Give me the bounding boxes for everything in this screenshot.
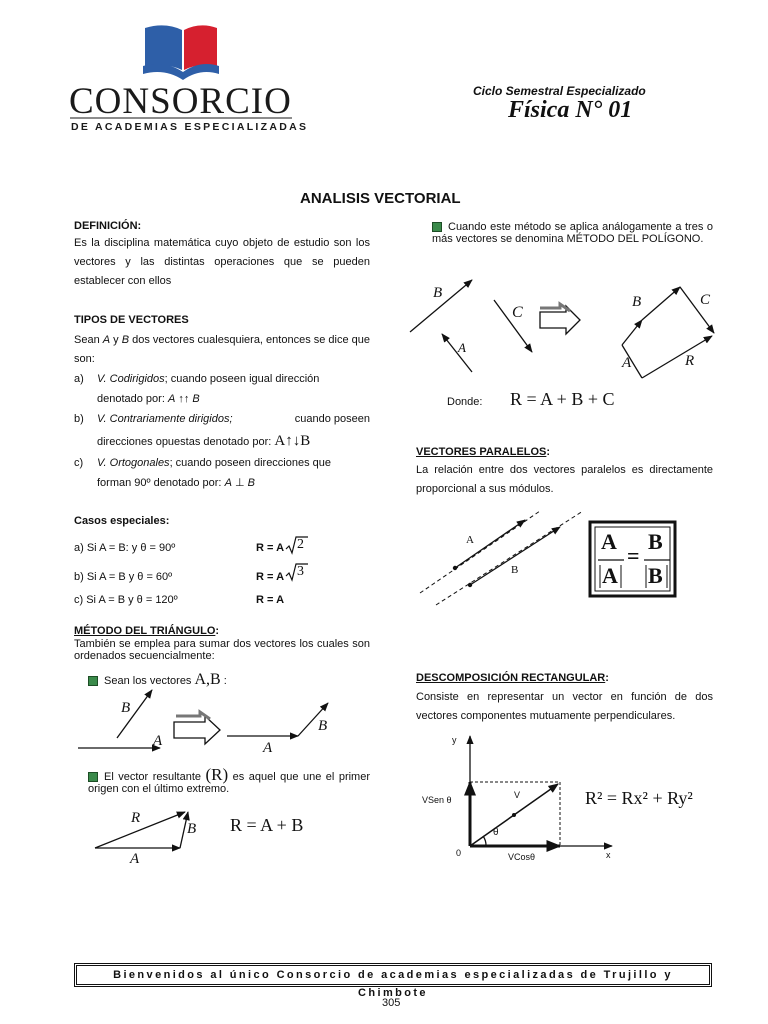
sean-vectores-symbols: A,B <box>194 671 221 688</box>
ratio-b-top: B <box>648 529 663 554</box>
polygon-method-diagram <box>410 280 714 378</box>
type-a-letter: a) <box>74 373 84 385</box>
poly-label-b2: B <box>632 294 642 310</box>
types-heading: TIPOS DE VECTORES <box>74 314 189 326</box>
bullet-icon <box>88 676 98 686</box>
cycle-label: Ciclo Semestral Especializado <box>473 84 646 98</box>
axis-origin-label: 0 <box>456 848 462 858</box>
sqrt-2-value: 2 <box>297 537 304 552</box>
type-b-denoted-text: direcciones opuestas denotado por: <box>97 436 272 448</box>
vec-a-symbol: A <box>102 334 111 346</box>
type-c-name: V. Ortogonales <box>97 457 170 469</box>
resultant-text <box>88 765 370 795</box>
tri-label-a2: A <box>263 740 273 756</box>
triangle-equation: R = A + B <box>230 815 304 835</box>
type-c-letter: c) <box>74 457 84 469</box>
poly-label-r: R <box>685 353 695 369</box>
case-b: b) Si A = B y θ = 60º <box>74 571 173 583</box>
type-b-letter: b) <box>74 413 84 425</box>
ratio-a-bottom: A <box>602 563 618 588</box>
type-a-sym-b: B <box>192 393 200 405</box>
type-a-line <box>97 373 370 385</box>
type-b-line <box>97 413 370 425</box>
polygon-equation: R = A + B + C <box>510 389 615 409</box>
decomposition-heading-colon: : <box>605 672 609 684</box>
poly-label-c2: C <box>700 292 711 308</box>
triangle-method-diagram <box>78 690 328 748</box>
special-cases-heading: Casos especiales: <box>74 515 170 527</box>
parallel-text: La relación entre dos vectores paralelos es directamente proporcional a sus módulos. <box>416 464 713 495</box>
donde-label: Donde: <box>447 396 483 408</box>
type-b-denoted: direcciones opuestas denotado por: A↑↓B <box>97 433 311 449</box>
bullet-icon <box>88 772 98 782</box>
decomposition-heading <box>416 672 609 684</box>
poly-label-a2: A <box>622 355 632 371</box>
ratio-equals: = <box>627 543 640 568</box>
case-a: a) Si A = B: y θ = 90º <box>74 542 176 554</box>
decomposition-equation: R² = Rx² + Ry² <box>585 788 693 808</box>
types-sean: Sean <box>74 334 100 346</box>
types-intro-text: dos vectores cualesquiera, entonces se dice que son: <box>74 334 371 365</box>
resultant-text-a: El vector resultante <box>104 771 201 783</box>
case-c-result: R = A <box>256 594 285 606</box>
type-a-denoted-text: denotado por: <box>97 393 165 405</box>
type-b-text: cuando poseen <box>294 413 370 425</box>
logo-brand: CONSORCIO <box>69 81 292 122</box>
case-a-result: R = A <box>256 542 285 554</box>
triangle-heading-text: MÉTODO DEL TRIÁNGULO <box>74 625 216 637</box>
par-label-b: B <box>511 564 519 576</box>
footer-banner <box>74 963 712 999</box>
logo-book-icon <box>143 25 219 80</box>
parallel-heading <box>416 446 550 458</box>
type-c-text: ; cuando poseen direcciones que <box>169 457 332 469</box>
res-label-a: A <box>130 851 140 867</box>
type-c-line <box>97 457 370 469</box>
type-a-sym-a: A <box>167 393 176 405</box>
ratio-b-bottom: B <box>648 563 663 588</box>
poly-label-a: A <box>458 340 466 355</box>
axis-x-label: x <box>606 850 611 860</box>
type-a-text: ; cuando poseen igual dirección <box>164 373 320 385</box>
type-b-name: V. Contrariamente dirigidos; <box>97 413 233 425</box>
type-c-denoted: forman 90º denotado por: A ⊥ B <box>97 477 255 489</box>
type-b-sym-a: A <box>274 433 286 449</box>
type-c-denoted-text: forman 90º denotado por: <box>97 477 222 489</box>
types-intro <box>74 331 370 369</box>
poly-label-b: B <box>433 285 443 301</box>
vector-v-label: V <box>514 790 521 800</box>
sean-vectores-line <box>88 671 227 689</box>
type-a-denoted: denotado por: A ↑↑ B <box>97 393 200 405</box>
course-title: Física N° 01 <box>508 97 633 123</box>
par-label-a: A <box>466 534 474 546</box>
resultant-text-b: es aquel que une el primer origen con el último extremo. <box>88 771 370 795</box>
axis-y-label: y <box>452 735 457 745</box>
page-title: ANALISIS VECTORIAL <box>300 190 461 207</box>
types-y: y <box>113 334 119 346</box>
bullet-icon <box>432 222 442 232</box>
type-a-name: V. Codirigidos <box>97 373 165 385</box>
case-b-result: R = A <box>256 571 285 583</box>
parallel-heading-text: VECTORES PARALELOS <box>416 446 547 458</box>
type-c-sym-b: B <box>247 477 255 489</box>
sean-vectores-colon: : <box>223 675 227 687</box>
footer-text: Bienvenidos al único Consorcio de academias especializadas de Trujillo y Chimbote <box>113 969 673 999</box>
parallel-vectors-diagram <box>420 511 583 605</box>
ratio-a-top: A <box>601 529 617 554</box>
case-c: c) Si A = B y θ = 120º <box>74 594 178 606</box>
triangle-heading <box>74 625 219 637</box>
polygon-text <box>432 221 713 245</box>
vec-b-symbol: B <box>121 334 130 346</box>
tri-label-b2: B <box>318 718 328 734</box>
decomposition-heading-text: DESCOMPOSICIÓN RECTANGULAR <box>416 672 606 684</box>
page-number: 305 <box>382 997 401 1009</box>
logo-subtitle: DE ACADEMIAS ESPECIALIZADAS <box>71 121 309 133</box>
type-c-sym-a: A <box>224 477 232 489</box>
definition-heading: DEFINICIÓN: <box>74 220 142 232</box>
tri-label-b: B <box>121 700 131 716</box>
theta-label: θ <box>493 827 499 838</box>
triangle-text: También se emplea para sumar dos vectores los cuales son ordenados secuencialmente: <box>74 638 370 662</box>
tri-label-a: A <box>153 733 163 749</box>
triangle-heading-colon: : <box>215 625 220 637</box>
res-label-r: R <box>131 810 141 826</box>
resultant-triangle-diagram <box>95 812 188 848</box>
resultant-symbol: (R) <box>205 765 229 784</box>
res-label-b: B <box>187 821 197 837</box>
vsen-label: VSen θ <box>422 795 452 805</box>
definition-text: Es la disciplina matemática cuyo objeto de estudio son los vectores y las distintas operaciones que se pueden establecer con ellos <box>74 237 370 287</box>
polygon-text-content: Cuando este método se aplica análogamente a tres o más vectores se denomina MÉTODO DEL POLÍGONO. <box>432 221 713 245</box>
poly-label-c: C <box>512 304 523 321</box>
vcos-label: VCosθ <box>508 852 536 862</box>
type-b-sym-b: B <box>300 433 311 449</box>
parallel-heading-colon: : <box>546 446 551 458</box>
sean-vectores-text: Sean los vectores <box>104 675 192 687</box>
decomposition-text: Consiste en representar un vector en función de dos vectores componentes mutuamente perpendiculares. <box>416 691 713 722</box>
sqrt-3-value: 3 <box>297 564 304 579</box>
